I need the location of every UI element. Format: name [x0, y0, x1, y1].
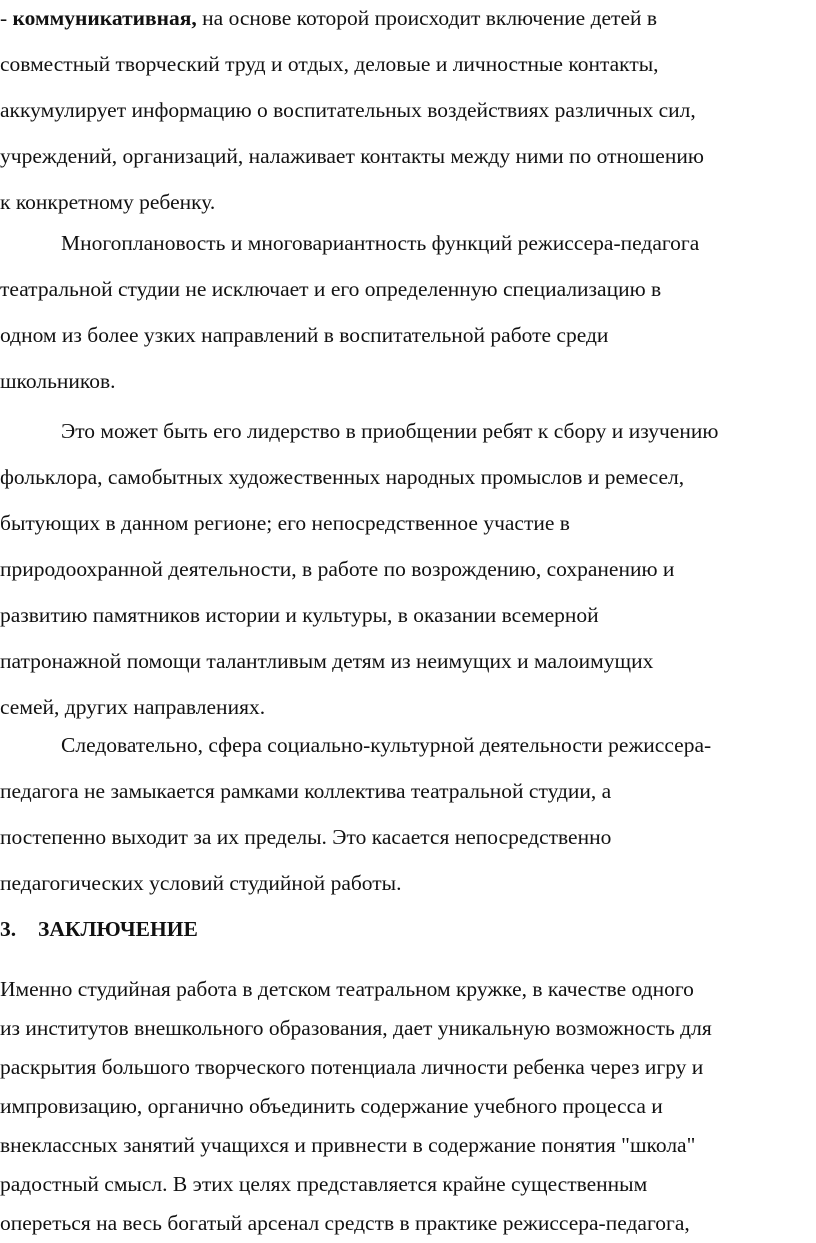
text-line: развитию памятников истории и культуры, в оказании всемерной	[0, 603, 599, 627]
paragraph-leadership	[0, 408, 812, 730]
text-line: внеклассных занятий учащихся и привнести в содержание понятия "школа"	[0, 1133, 696, 1157]
text-line: педагогических условий студийной работы.	[0, 871, 402, 895]
bold-term: коммуникативная,	[12, 6, 197, 30]
section-title: ЗАКЛЮЧЕНИЕ	[38, 917, 198, 941]
paragraph-multifunctionality	[0, 220, 812, 404]
text-line: совместный творческий труд и отдых, деловые и личностные контакты,	[0, 52, 659, 76]
section-number: 3.	[0, 917, 17, 941]
text-line: постепенно выходит за их пределы. Это касается непосредственно	[0, 825, 612, 849]
paragraph-consequently	[0, 722, 812, 906]
text-line: семей, других направлениях.	[0, 695, 266, 719]
text-line: импровизацию, органично объединить содержание учебного процесса и	[0, 1094, 663, 1118]
section-heading	[0, 906, 198, 952]
text-line-rest: на основе которой происходит включение детей в	[196, 6, 658, 30]
text-line: учреждений, организаций, налаживает контакты между ними по отношению	[0, 144, 704, 168]
text-line: к конкретному ребенку.	[0, 190, 216, 214]
paragraph-communicative-function	[0, 0, 812, 225]
text-line: фольклора, самобытных художественных народных промыслов и ремесел,	[0, 465, 685, 489]
text-line: Следовательно, сфера социально-культурной деятельности режиссера-	[61, 733, 712, 757]
list-dash: -	[0, 6, 13, 30]
text-line: Это может быть его лидерство в приобщении ребят к сбору и изучению	[61, 419, 719, 443]
text-line	[0, 0, 812, 41]
text-line: аккумулирует информацию о воспитательных воздействиях различных сил,	[0, 98, 696, 122]
paragraph-conclusion	[0, 970, 812, 1243]
text-line: педагога не замыкается рамками коллектива театральной студии, а	[0, 779, 612, 803]
text-line: одном из более узких направлений в воспитательной работе среди	[0, 323, 609, 347]
text-line: радостный смысл. В этих целях представляется крайне существенным	[0, 1172, 648, 1196]
text-line: раскрытия большого творческого потенциала личности ребенка через игру и	[0, 1055, 704, 1079]
text-line: природоохранной деятельности, в работе по возрождению, сохранению и	[0, 557, 675, 581]
text-line: опереться на весь богатый арсенал средств в практике режиссера-педагога,	[0, 1211, 690, 1235]
text-line: школьников.	[0, 369, 116, 393]
text-line: театральной студии не исключает и его определенную специализацию в	[0, 277, 662, 301]
text-line: бытующих в данном регионе; его непосредственное участие в	[0, 511, 570, 535]
text-line: Многоплановость и многовариантность функций режиссера-педагога	[61, 231, 700, 255]
text-line: Именно студийная работа в детском театральном кружке, в качестве одного	[0, 977, 694, 1001]
text-line: из институтов внешкольного образования, дает уникальную возможность для	[0, 1016, 712, 1040]
text-line: патронажной помощи талантливым детям из неимущих и малоимущих	[0, 649, 654, 673]
